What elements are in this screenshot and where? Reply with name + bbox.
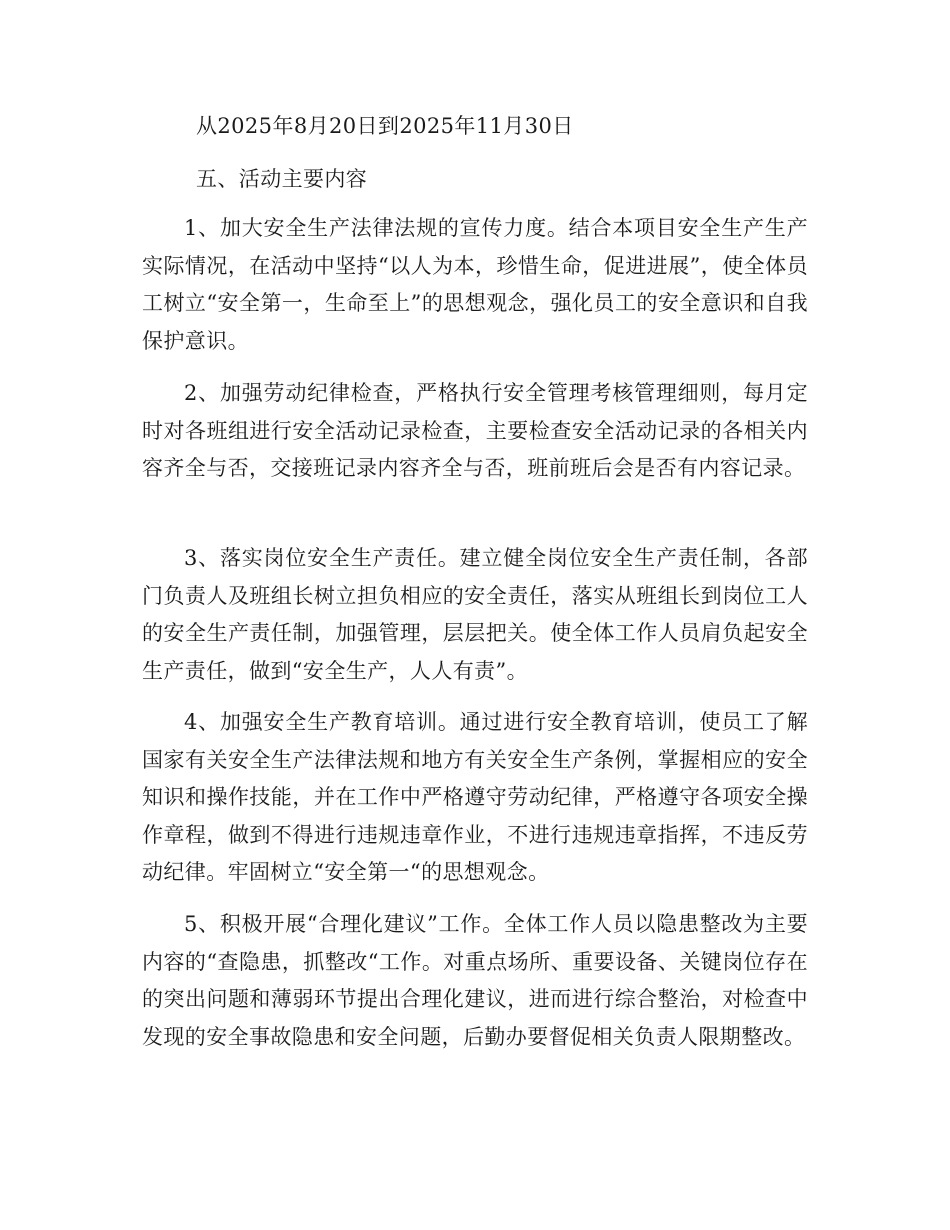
paragraph-2: 2、加强劳动纪律检查，严格执行安全管理考核管理细则，每月定时对各班组进行安全活动记录检查，主要检查安全活动记录的各相关内容齐全与否，交接班记录内容齐全与否，班前班后会是否有内容记录。: [142, 381, 808, 480]
paragraph-4: 4、加强安全生产教育培训。通过进行安全教育培训，使员工了解国家有关安全生产法律法规和地方有关安全生产条例，掌握相应的安全知识和操作技能，并在工作中严格遵守劳动纪律，严格遵守各项安全操作章程，做到不得进行违规违章作业，不进行违规违章指挥，不违反劳动纪律。牢固树立“安全第一“的思想观念。: [142, 710, 808, 884]
paragraph-5: 5、积极开展“合理化建议”工作。全体工作人员以隐患整改为主要内容的“查隐患，抓整改“工作。对重点场所、重要设备、关键岗位存在的突出问题和薄弱环节提出合理化建议，进而进行综合整治，对检查中发现的安全事故隐患和安全问题，后勤办要督促相关负责人限期整改。: [142, 912, 808, 1049]
paragraph-1: 1、加大安全生产法律法规的宣传力度。结合本项目安全生产生产实际情况，在活动中坚持“以人为本，珍惜生命，促进进展”，使全体员工树立“安全第一，生命至上”的思想观念，强化员工的安全意识和自我保护意识。: [142, 216, 808, 353]
date-range-line: 从2025年8月20日到2025年11月30日: [196, 114, 574, 138]
section-heading: 五、活动主要内容: [196, 167, 368, 191]
paragraph-3: 3、落实岗位安全生产责任。建立健全岗位安全生产责任制，各部门负责人及班组长树立担负相应的安全责任，落实从班组长到岗位工人的安全生产责任制，加强管理，层层把关。使全体工作人员肩负起安全生产责任，做到“安全生产，人人有责”。: [142, 546, 808, 683]
